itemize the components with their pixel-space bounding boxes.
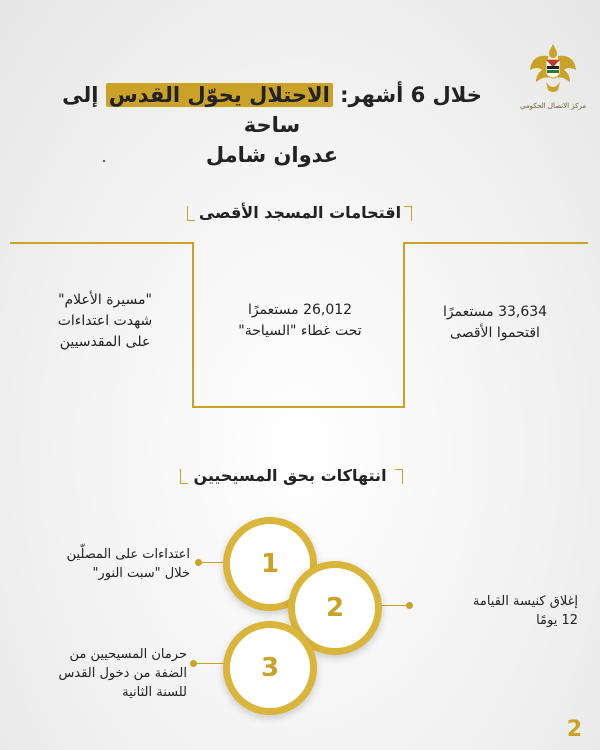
stat-tourism-value: 26,012 مستعمرًا (247, 302, 353, 318)
circle-1-number: 1 (260, 549, 280, 579)
title-prefix: خلال 6 أشهر: (332, 83, 482, 107)
title-suffix: إلى ساحة (62, 83, 301, 137)
stat-flag-march (25, 290, 185, 353)
eagle-emblem-icon (528, 40, 578, 100)
item-3-line2: الضفة من دخول القدس (58, 666, 187, 681)
page-number: 2 (566, 717, 582, 742)
logo (520, 40, 586, 130)
stat-flag-march-line3: على المقدسيين (59, 334, 151, 350)
connector-dot-2 (406, 602, 413, 609)
stat-flag-march-line2: شهدت اعتداءات (57, 313, 153, 329)
stat-aqsa-intrusions-value: 33,634 مستعمرًا (442, 304, 548, 320)
stat-tourism-label: تحت غطاء "السياحة" (238, 323, 362, 339)
item-2-line2: 12 يومًا (536, 613, 578, 628)
stat-aqsa-intrusions (415, 302, 575, 344)
connector-3 (195, 663, 225, 664)
connector-dot-1 (195, 559, 202, 566)
stat-tourism-cover (205, 300, 395, 342)
circle-2-number: 2 (325, 593, 345, 623)
heading2-bracket-right (395, 469, 403, 484)
stat-flag-march-line1: "مسيرة الأعلام" (58, 292, 152, 308)
item-3-text (25, 645, 187, 702)
title-line-2: عدوان شامل (205, 143, 339, 167)
item-1-text (30, 545, 190, 583)
decorative-dot (103, 160, 105, 162)
item-2-line1: إغلاق كنيسة القيامة (472, 594, 578, 609)
circle-3-number: 3 (260, 653, 280, 683)
heading-bracket-right (404, 206, 412, 221)
item-1-line1: اعتداءات على المصلّين (66, 547, 190, 562)
logo-caption: مركز الاتصال الحكومي (520, 102, 587, 110)
item-3-line1: حرمان المسيحيين من (69, 647, 187, 662)
connector-1 (200, 562, 225, 563)
section2-heading: انتهاكات بحق المسيحيين (193, 466, 387, 485)
item-1-line2: خلال "سبت النور" (92, 566, 190, 581)
page-title (62, 80, 482, 170)
title-line-1 (62, 80, 482, 140)
title-highlight-b: القدس (108, 83, 181, 107)
section1-heading: اقتحامات المسجد الأقصى (198, 203, 402, 222)
stat-aqsa-intrusions-label: اقتحموا الأقصى (450, 325, 540, 341)
title-highlight (106, 83, 333, 107)
circle-3 (223, 621, 317, 715)
title-highlight-a: الاحتلال يحوّل (180, 83, 330, 107)
item-2-text (418, 592, 578, 630)
heading-bracket-left (187, 206, 195, 221)
connector-dot-3 (190, 660, 197, 667)
item-3-line3: للسنة الثانية (122, 685, 187, 700)
heading2-bracket-left (180, 469, 188, 484)
